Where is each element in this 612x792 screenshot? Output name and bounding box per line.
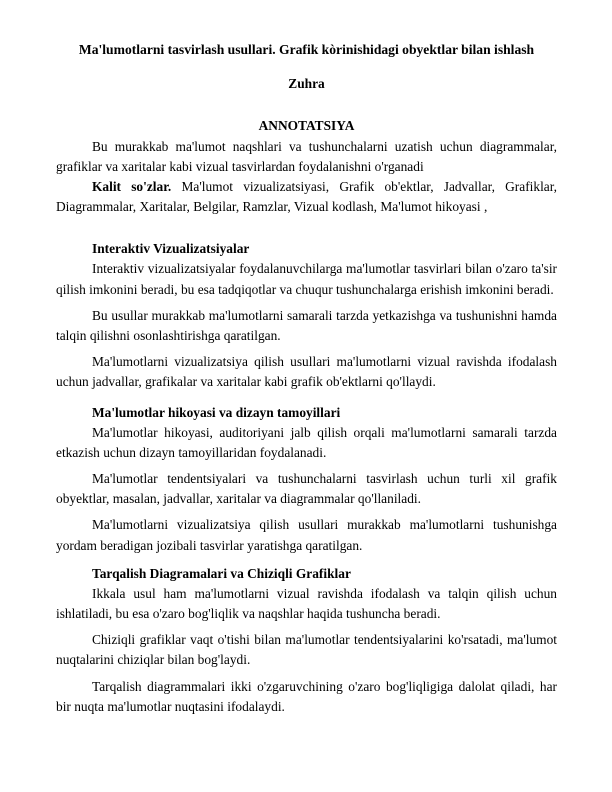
section-paragraph: Ma'lumotlar tendentsiyalari va tushunchalarni tasvirlash uchun turli xil grafik obyektlar, masalan, jadvallar, xaritalar va diagrammalar qo'llaniladi. xyxy=(56,471,557,507)
document-author: Zuhra xyxy=(288,76,325,92)
section-paragraph: Chiziqli grafiklar vaqt o'tishi bilan ma'lumotlar tendentsiyalarini ko'rsatadi, ma'lumot nuqtalarini chiziqlar bilan bog'laydi. xyxy=(56,632,557,668)
section-paragraph: Bu usullar murakkab ma'lumotlarni samarali tarzda yetkazishga va tushunishni hamda talqin qilishni osonlashtirishga qaratilgan. xyxy=(56,307,557,344)
section-paragraph: Ikkala usul ham ma'lumotlarni vizual ravishda ifodalash va talqin qilish uchun ishlatiladi, bu esa o'zaro bog'liqlik va naqshlar haqida tushuncha beradi. xyxy=(56,585,557,622)
keywords-text: Ma'lumot vizualizatsiyasi, Grafik ob'ektlar, Jadvallar, Grafiklar, Diagrammalar, Xaritalar, Belgilar, Ramzlar, Vizual kodlash, Ma'lumot hikoyasi , xyxy=(56,179,558,215)
section-paragraph: Ma'lumotlarni vizualizatsiya qilish usullari ma'lumotlarni vizual ravishda ifodalash uchun jadvallar, grafikalar va xaritalar kabi grafik ob'ektlarni qo'llaydi. xyxy=(56,354,557,390)
annotation-heading: ANNOTATSIYA xyxy=(258,118,355,134)
section-paragraph: Tarqalish diagrammalari ikki o'zgaruvchining o'zaro bog'liqligiga dalolat qiladi, har bir nuqta ma'lumotlar nuqtasini ifodalaydi. xyxy=(56,678,557,714)
section-heading: Ma'lumotlar hikoyasi va dizayn tamoyillari xyxy=(92,404,341,420)
section-heading: Interaktiv Vizualizatsiyalar xyxy=(92,241,250,257)
keywords-label: Kalit so'zlar. xyxy=(92,179,172,195)
section-paragraph: Interaktiv vizualizatsiyalar foydalanuvchilarga ma'lumotlar tasvirlari bilan o'zaro ta'sir qilish imkonini beradi, bu esa tadqiqotlar va chuqur tushunchalarga erishish imkonini beradi. xyxy=(56,261,557,297)
section-paragraph: Ma'lumotlarni vizualizatsiya qilish usullari murakkab ma'lumotlarni tushunishga yordam beradigan jozibali tasvirlar yaratishga qaratilgan. xyxy=(56,517,557,553)
keywords-paragraph xyxy=(56,177,557,217)
document-page xyxy=(56,40,557,717)
section-heading: Tarqalish Diagramalari va Chiziqli Grafiklar xyxy=(92,565,351,581)
annotation-text: Bu murakkab ma'lumot naqshlari va tushunchalarni uzatish uchun diagrammalar, grafiklar va xaritalar kabi vizual tasvirlardan foydalanishni o'rganadi xyxy=(56,138,557,174)
document-title: Ma'lumotlarni tasvirlash usullari. Grafik kòrinishidagi obyektlar bilan ishlash xyxy=(78,42,535,57)
section-paragraph: Ma'lumotlar hikoyasi, auditoriyani jalb qilish orqali ma'lumotlarni samarali tarzda etkazish uchun dizayn tamoyillaridan foydalanadi. xyxy=(56,424,557,460)
